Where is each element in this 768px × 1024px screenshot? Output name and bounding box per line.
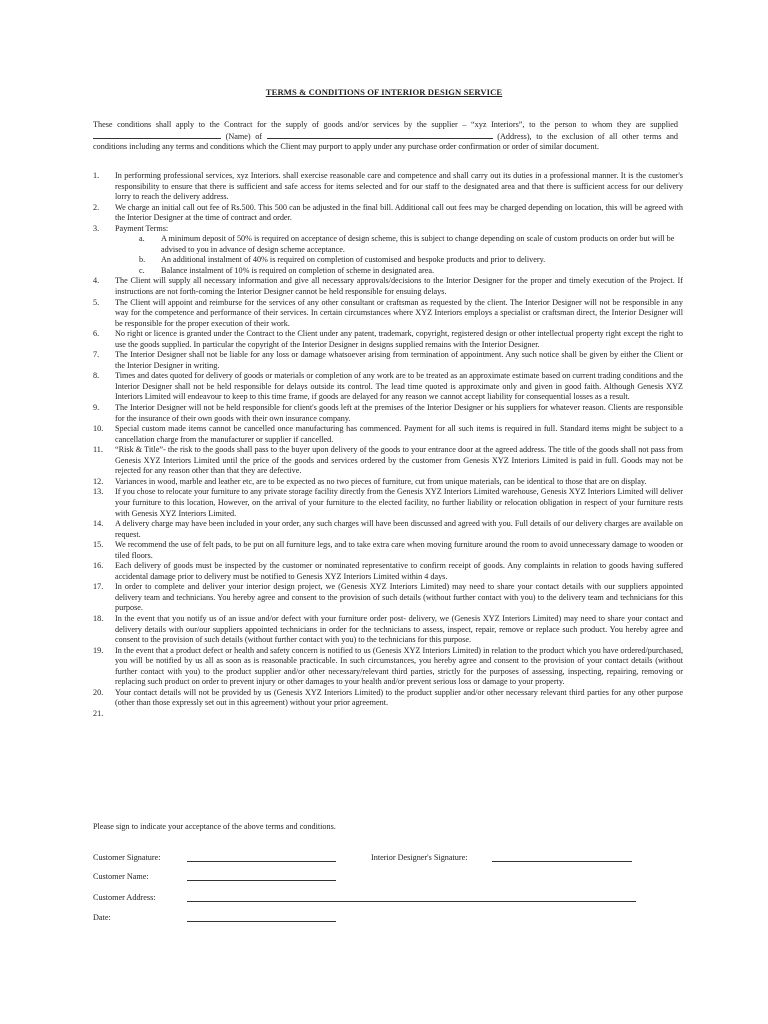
term-item xyxy=(93,709,683,720)
intro-text-part1: These conditions shall apply to the Contract for the supply of goods and/or services by the supplier – “xyz Interiors”, to the person to whom they are supplied xyxy=(93,120,678,129)
term-number: 16. xyxy=(93,561,104,571)
customer-address-row xyxy=(93,893,638,905)
customer-name-line[interactable] xyxy=(187,880,336,881)
term-number: 13. xyxy=(93,487,104,497)
term-text: Each delivery of goods must be inspected by the customer or nominated representative to confirm receipt of goods. Any complaints in relation to goods having suffered accidental damage prior to delivery must be notified to Genesis XYZ Interiors Limited within 4 days. xyxy=(115,561,683,581)
term-text: We charge an initial call out fee of Rs.500. This 500 can be adjusted in the final bill. Additional call out fees may be charged depending on location, this will be agreed with the Interior Designer at the time of contract and order. xyxy=(115,202,683,223)
term-item xyxy=(93,403,683,424)
term-number: 14. xyxy=(93,519,104,529)
term-item xyxy=(93,350,683,371)
term-number: 1. xyxy=(93,171,100,180)
term-text: A delivery charge may have been included in your order, any such charges will have been discussed and agreed with you. Full details of our delivery charges are available on request. xyxy=(115,519,683,539)
term-number: 8. xyxy=(93,371,100,381)
term-text: In the event that a product defect or health and safety concern is notified to us (Genesis XYZ Interiors Limited) in relation to the product which you have ordered/purchased, you will be notified by us all as soon as is reasonable practicable. In such circumstances, you hereby agree and consent to the provision of your contact details (without further contact with you) to the product supplier and/or other necessary/relevant third parties, strictly for the purposes of assessing, inspecting, repairing, removing or replacing such product on order to prevent injury or other damages to your health and/or prevent serious loss or damage to your property. xyxy=(115,645,683,687)
customer-address-label: Customer Address: xyxy=(93,893,156,902)
term-item xyxy=(93,371,683,403)
date-label: Date: xyxy=(93,913,111,922)
term-item xyxy=(93,614,683,646)
payment-term-item xyxy=(115,266,683,277)
term-text: In the event that you notify us of an issue and/or defect with your furniture order post- delivery, we (Genesis XYZ Interiors Limited) may need to share your contact and delivery details with our/our suppliers appointed technicians in order for the technicians to assess, inspect, repair, remove or replace such product. You hereby agree and consent to the provision of such details (without further contact with you) to the technicians for this purpose. xyxy=(115,613,683,645)
term-number: 6. xyxy=(93,329,100,339)
customer-address-line[interactable] xyxy=(187,901,636,902)
term-item xyxy=(93,424,683,445)
term-item xyxy=(93,203,683,224)
term-item xyxy=(93,646,683,688)
date-row xyxy=(93,913,353,925)
payment-terms-list xyxy=(115,234,683,276)
term-text: Special custom made items cannot be cancelled once manufacturing has commenced. Payment for all such items is required in full. Standard items might be subject to a cancellation charge from the manufacturer or supplier if cancelled. xyxy=(115,424,683,444)
term-number: 5. xyxy=(93,297,100,307)
term-number: 15. xyxy=(93,540,104,550)
term-number: 11. xyxy=(93,445,103,455)
document-title: TERMS & CONDITIONS OF INTERIOR DESIGN SERVICE xyxy=(265,87,503,97)
payment-term-text: A minimum deposit of 50% is required on acceptance of design scheme, this is subject to change depending on scale of custom products on order but will be advised to you in advance of design scheme acceptance. xyxy=(161,234,675,254)
term-text: Times and dates quoted for delivery of goods or materials or completion of any work are to be treated as an approximate estimate based on current trading conditions and the Interior Designer shall not be held responsible for delays outside its control. The lead time quoted is approximate only and given in good faith. Although Genesis XYZ Interiors Limited will endeavour to keep to this time frame, if goods are delayed for any reason we cannot accept liability for consequential losses as a result. xyxy=(115,371,683,402)
term-number: 19. xyxy=(93,645,104,655)
payment-term-text: An additional instalment of 40% is required on completion of customised and bespoke products and prior to delivery. xyxy=(161,255,546,265)
customer-signature-line[interactable] xyxy=(187,861,336,862)
intro-address-label: (Address), to the exclusion of all other terms and conditions including any terms and conditions which the Client may purport to apply under any purchase order confirmation or order of similar document. xyxy=(93,131,679,151)
term-number: 17. xyxy=(93,582,104,592)
payment-term-item xyxy=(115,255,683,266)
designer-signature-row xyxy=(371,853,636,865)
term-number: 4. xyxy=(93,276,100,286)
customer-signature-row xyxy=(93,853,353,865)
term-number: 9. xyxy=(93,403,100,413)
term-item xyxy=(93,519,683,540)
customer-name-label: Customer Name: xyxy=(93,872,149,881)
term-text: We recommend the use of felt pads, to be put on all furniture legs, and to take extra care when moving furniture around the room to avoid unnecessary damage to wooden or tiled floors. xyxy=(115,540,683,560)
term-number: 2. xyxy=(93,202,100,212)
designer-signature-label: Interior Designer's Signature: xyxy=(371,853,468,862)
term-number: 7. xyxy=(93,350,100,360)
customer-name-row xyxy=(93,872,353,884)
term-number: 12. xyxy=(93,476,104,486)
terms-list xyxy=(93,171,683,719)
intro-name-label: (Name) of xyxy=(225,131,263,141)
term-number: 18. xyxy=(93,613,104,623)
term-item xyxy=(93,276,683,297)
term-text: If you chose to relocate your furniture to any private storage facility directly from the Genesis XYZ Interiors Limited warehouse, Genesis XYZ Interiors Limited will deliver your furniture to this location, However, on the arrival of your furniture to the elected facility, no further liability or relocation obligation in respect of your furniture rests with Genesis XYZ Interiors Limited. xyxy=(115,487,683,518)
designer-signature-line[interactable] xyxy=(492,861,632,862)
term-number: 3. xyxy=(93,223,100,233)
payment-term-letter: a. xyxy=(139,234,145,244)
term-text: In order to complete and deliver your interior design project, we (Genesis XYZ Interiors Limited) may need to share your contact details with our suppliers appointed delivery team and technicians. You hereby agree and consent to the provision of such details (without further contact with you) to the delivery team and technicians for this purpose. xyxy=(115,582,683,613)
term-text: In performing professional services, xyz Interiors. shall exercise reasonable care and competence and shall carry out its duties in a professional manner. It is the customer's responsibility to ensure that there is sufficient and safe access for items selected and for our staff to the designated area and that there is sufficient access for our delivery lorry to reach the delivery address. xyxy=(115,171,683,202)
term-text: “Risk & Title”- the risk to the goods shall pass to the buyer upon delivery of the goods to your entrance door at the agreed address. The title of the goods shall not pass from Genesis XYZ Interiors Limited until the price of the goods and services ordered by the customer from Genesis XYZ Interiors Limited is paid in full. Goods may not be rejected for any reason other than that they are defective. xyxy=(115,445,683,476)
term-text: Your contact details will not be provided by us (Genesis XYZ Interiors Limited) to the product supplier and/or other necessary relevant third parties for any other purpose (other than those expressly set out in this agreement) without your prior agreement. xyxy=(115,687,683,708)
customer-signature-label: Customer Signature: xyxy=(93,853,161,862)
sign-instruction: Please sign to indicate your acceptance of the above terms and conditions. xyxy=(93,822,336,831)
payment-term-text: Balance instalment of 10% is required on completion of scheme in designated area. xyxy=(161,265,435,275)
term-item xyxy=(93,329,683,350)
term-text: The Client will appoint and reimburse for the services of any other consultant or craftsman as requested by the client. The Interior Designer will not be responsible in any way for the competence and performance of their services. In certain circumstances where XYZ Interiors employs a specialist or craftsman direct, the Interior Designer will be responsible for the proper execution of their work. xyxy=(115,297,683,328)
intro-paragraph xyxy=(93,120,678,153)
term-item xyxy=(93,445,683,477)
term-number: 20. xyxy=(93,687,104,697)
term-item xyxy=(93,561,683,582)
term-text: Payment Terms: xyxy=(115,223,169,233)
payment-term-item xyxy=(115,234,683,255)
term-number: 10. xyxy=(93,424,104,434)
payment-term-letter: b. xyxy=(139,255,146,265)
date-line[interactable] xyxy=(187,921,336,922)
term-text: No right or licence is granted under the Contract to the Client under any patent, trademark, copyright, registered design or other intellectual property right except the right to use the goods supplied. In particular the copyright of the Interior Designer in designs supplied remains with the Interior Designer. xyxy=(115,329,683,349)
term-text: Variances in wood, marble and leather etc, are to be expected as no two pieces of furniture, cut from unique materials, can be identical to those that are on display. xyxy=(115,476,647,486)
term-text: The Client will supply all necessary information and give all necessary approvals/decisions to the Interior Designer for the proper and timely execution of the Project. If instructions are not forth-coming the Interior Designer cannot be held responsible for ensuing delays. xyxy=(115,276,683,297)
address-blank xyxy=(267,131,493,139)
payment-term-letter: c. xyxy=(139,265,145,275)
term-item xyxy=(93,487,683,519)
term-text: The Interior Designer shall not be liable for any loss or damage whatsoever arising from termination of appointment. Any such notice shall be given by either the Client or the Interior Designer in writing. xyxy=(115,350,683,370)
term-text xyxy=(115,709,683,720)
term-item xyxy=(93,582,683,614)
term-number: 21. xyxy=(93,708,104,718)
term-item xyxy=(93,224,683,277)
term-item xyxy=(93,540,683,561)
name-blank xyxy=(93,131,221,139)
term-text: The Interior Designer will not be held responsible for client's goods left at the premises of the Interior Designer or his suppliers for whatever reason. Clients are responsible for the insurance of their own goods with their own insurance company. xyxy=(115,403,683,423)
term-item xyxy=(93,171,683,203)
term-item xyxy=(93,477,683,488)
term-item xyxy=(93,298,683,330)
term-item xyxy=(93,688,683,709)
